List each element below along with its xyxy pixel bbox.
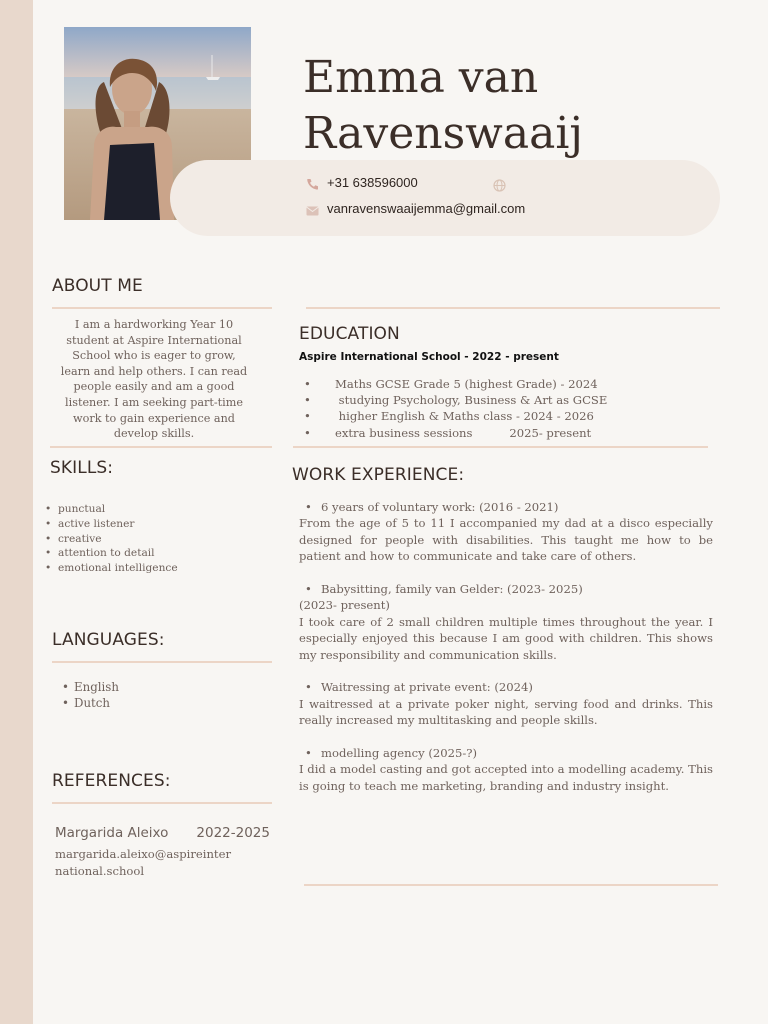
phone-row xyxy=(306,175,418,190)
about-text: I am a hardworking Year 10 student at Aspire International School who is eager to grow, learn and help others. I can read people easily and am a good listener. I am seeking part-time work to gain experience and develop skills. xyxy=(60,318,248,441)
education-school: Aspire International School - 2022 - present xyxy=(299,351,559,363)
reference-years: 2022-2025 xyxy=(196,825,270,841)
work-entry-title: • Waitressing at private event: (2024) xyxy=(299,679,713,695)
about-divider xyxy=(52,307,272,309)
work-bottom-divider xyxy=(304,884,718,886)
languages-list xyxy=(62,679,119,712)
education-list xyxy=(304,376,607,441)
list-item: • studying Psychology, Business & Art as GCSE xyxy=(304,392,607,408)
list-item: • emotional intelligence xyxy=(45,561,178,576)
list-item: • Dutch xyxy=(62,695,119,711)
person-name: Emma van Ravenswaaij xyxy=(303,52,584,159)
education-heading: EDUCATION xyxy=(299,324,400,344)
phone-number[interactable]: +31 638596000 xyxy=(327,175,418,190)
list-item: • higher English & Maths class - 2024 - 2026 xyxy=(304,408,607,424)
work-entry-title: • modelling agency (2025-?) xyxy=(299,745,713,761)
list-item: • English xyxy=(62,679,119,695)
work-entry-title: • Babysitting, family van Gelder: (2023- 2025) xyxy=(299,581,713,597)
phone-icon xyxy=(306,178,319,188)
list-item: • creative xyxy=(45,532,178,547)
work-entry-description: I did a model casting and got accepted into a modelling academy. This is going to teach me marketing, branding and industry insight. xyxy=(299,762,713,793)
about-bottom-divider xyxy=(50,446,272,448)
skills-heading: SKILLS: xyxy=(50,458,114,478)
list-item: • Maths GCSE Grade 5 (highest Grade) - 2024 xyxy=(304,376,607,392)
references-divider xyxy=(52,802,272,804)
languages-heading: LANGUAGES: xyxy=(52,630,165,650)
list-item: • punctual xyxy=(45,502,178,517)
education-top-divider xyxy=(306,307,720,309)
languages-divider xyxy=(52,661,272,663)
work-entry xyxy=(299,679,713,728)
work-entry xyxy=(299,745,713,794)
work-entry xyxy=(299,581,713,663)
work-entry xyxy=(299,499,713,565)
left-accent-strip xyxy=(0,0,33,1024)
education-bottom-divider xyxy=(293,446,708,448)
list-item: • active listener xyxy=(45,517,178,532)
about-heading: ABOUT ME xyxy=(52,276,143,296)
reference-name-line xyxy=(55,825,270,841)
work-entry-description: I waitressed at a private poker night, serving food and drinks. This really increased my multitasking and people skills. xyxy=(299,696,713,728)
work-experience xyxy=(299,499,713,811)
work-entry-description: I took care of 2 small children multiple times throughout the year. I especially enjoyed this because I am good with children. This shows my responsibility and communication skills. xyxy=(299,614,713,662)
work-entry-title: • 6 years of voluntary work: (2016 - 2021) xyxy=(299,499,713,515)
contact-band xyxy=(170,160,720,236)
work-heading: WORK EXPERIENCE: xyxy=(292,465,465,485)
work-entry-description: From the age of 5 to 11 I accompanied my dad at a disco especially designed for people with disabilities. This taught me how to be patient and how to communicate and take care of others. xyxy=(299,516,713,564)
reference-email[interactable]: margarida.aleixo@aspireinternational.school xyxy=(55,847,231,878)
email-address[interactable]: vanravenswaaijemma@gmail.com xyxy=(327,201,526,216)
skills-list xyxy=(45,502,178,576)
work-entry-subtitle: (2023- present) xyxy=(299,598,390,613)
list-item: • extra business sessions 2025- present xyxy=(304,425,607,441)
globe-icon xyxy=(493,177,506,196)
reference-name: Margarida Aleixo xyxy=(55,825,169,841)
email-row xyxy=(306,201,525,216)
references-heading: REFERENCES: xyxy=(52,771,171,791)
mail-icon xyxy=(306,204,319,214)
list-item: • attention to detail xyxy=(45,546,178,561)
